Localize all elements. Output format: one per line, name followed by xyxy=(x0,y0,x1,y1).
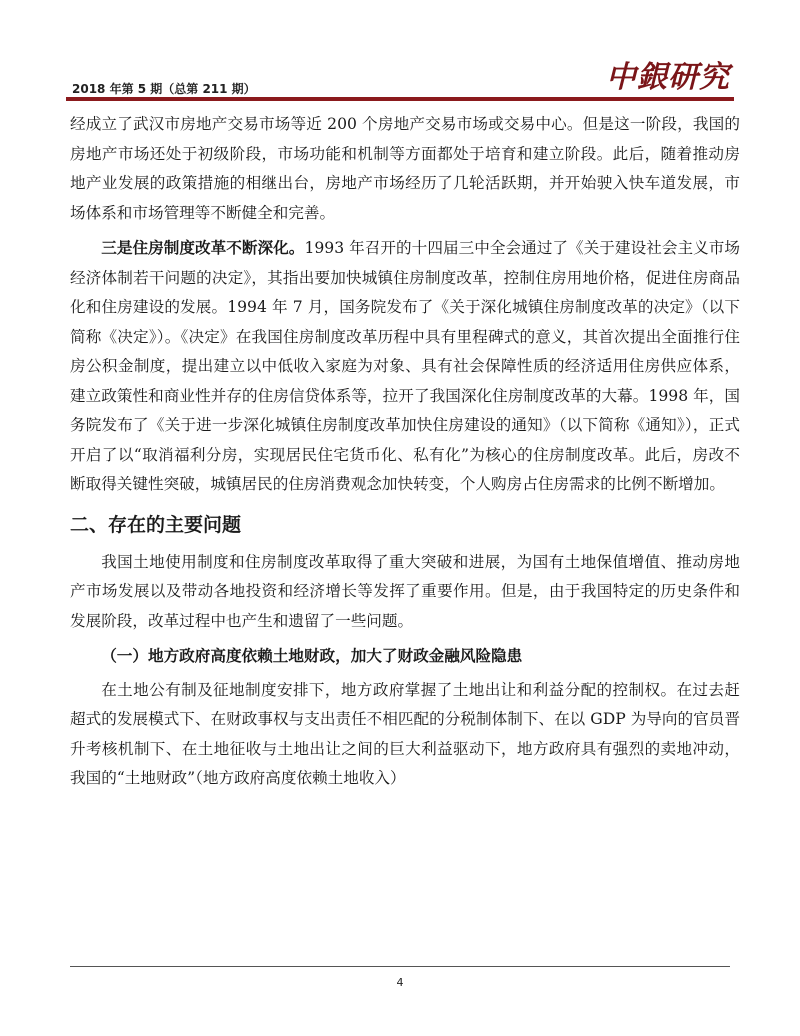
paragraph-problems-intro: 我国土地使用制度和住房制度改革取得了重大突破和进展，为国有土地保值增值、推动房地产市场发展以及带动各地投资和经济增长等发挥了重要作用。但是，由于我国特定的历史条件和发展阶段，改革过程中也产生和遗留了一些问题。 xyxy=(70,552,740,630)
section-title: 二、存在的主要问题 xyxy=(70,513,242,536)
article-body xyxy=(70,110,740,800)
header-issue: 2018 年第 5 期（总第 211 期） xyxy=(72,82,256,96)
paragraph-body: 1993 年召开的十四届三中全会通过了《关于建设社会主义市场经济体制若干问题的决定》，其指出要加快城镇住房制度改革，控制住房用地价格，促进住房商品化和住房建设的发展。1994 年 7 月，国务院发布了《关于深化城镇住房制度改革的决定》（以下简称《决定》）。《决定》在我国住房制度改革历程中具有里程碑式的意义，其首次提出全面推行住房公积金制度，提出建立以中低收入家庭为对象、具有社会保障性质的经济适用住房供应体系，建立政策性和商业性并存的住房信贷体系等，拉开了我国深化住房制度改革的大幕。1998 年，国务院发布了《关于进一步深化城镇住房制度改革加快住房建设的通知》（以下简称《通知》），正式开启了以“取消福利分房，实现居民住宅货币化、私有化”为核心的住房制度改革。此后，房改不断取得关键性突破，城镇居民的住房消费观念加快转变，个人购房占住房需求的比例不断增加。 xyxy=(70,239,740,493)
header-rule xyxy=(66,97,734,101)
subsection-title: （一）地方政府高度依赖土地财政，加大了财政金融风险隐患 xyxy=(101,647,523,665)
paragraph-land-finance: 在土地公有制及征地制度安排下，地方政府掌握了土地出让和利益分配的控制权。在过去赶超式的发展模式下、在财政事权与支出责任不相匹配的分税制体制下、在以 GDP 为导向的官员晋升考核机制下、在土地征收与土地出让之间的巨大利益驱动下，地方政府具有强烈的卖地冲动，我国的“土地财政”（地方政府高度依赖土地收入） xyxy=(70,680,740,787)
paragraph-continuation: 经成立了武汉市房地产交易市场等近 200 个房地产交易市场或交易中心。但是这一阶段，我国的房地产市场还处于初级阶段，市场功能和机制等方面都处于培育和建立阶段。此后，随着推动房地产业发展的政策措施的相继出台，房地产市场经历了几轮活跃期，并开始驶入快车道发展，市场体系和市场管理等不断健全和完善。 xyxy=(70,115,740,222)
footer-rule xyxy=(70,966,730,967)
paragraph-housing-reform xyxy=(70,234,740,500)
page-number: 4 xyxy=(396,976,404,989)
paragraph-lead: 三是住房制度改革不断深化。 xyxy=(101,239,305,257)
brand-logo: 中銀研究 xyxy=(606,60,730,95)
